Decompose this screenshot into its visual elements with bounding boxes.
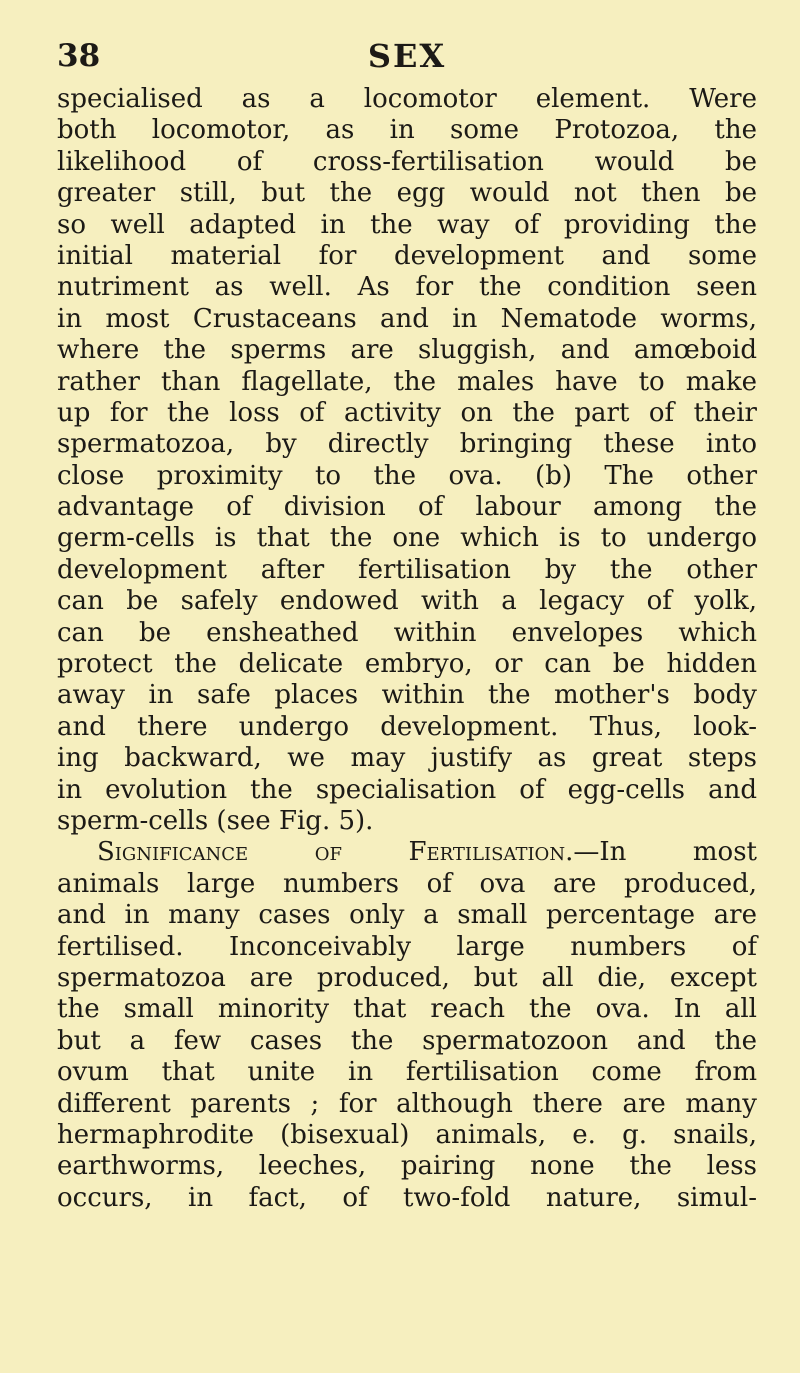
text-line: where the sperms are sluggish, and amœboid [57, 335, 757, 366]
text-line: the small minority that reach the ova. In all [57, 994, 757, 1025]
text-line: ovum that unite in fertilisation come from [57, 1057, 757, 1088]
text-line: spermatozoa, by directly bringing these into [57, 429, 757, 460]
text-line: development after fertilisation by the other [57, 554, 757, 585]
text-line: but a few cases the spermatozoon and the [57, 1025, 757, 1056]
running-title: SEX [367, 37, 447, 75]
text-line: specialised as a locomotor element. Were [57, 84, 757, 114]
text-line: initial material for development and some [57, 240, 757, 271]
text-line: so well adapted in the way of providing the [57, 209, 757, 240]
text-line: earthworms, leeches, pairing none the less [57, 1151, 757, 1182]
text-line: different parents ; for although there are many [57, 1088, 757, 1119]
text-line: both locomotor, as in some Protozoa, the [57, 115, 757, 146]
text-line: and in many cases only a small percentage are [57, 900, 757, 931]
text-line: occurs, in fact, of two-fold nature, simul- [57, 1182, 757, 1213]
body-text [57, 84, 757, 1214]
text-line: advantage of division of labour among the [57, 492, 757, 523]
section-heading-rest: —In most [573, 837, 757, 868]
text-line: away in safe places within the mother's body [57, 680, 757, 711]
text-line: likelihood of cross-fertilisation would be [57, 146, 757, 177]
section-heading: Significance of Fertilisation. [97, 837, 574, 868]
text-line: protect the delicate embryo, or can be hidden [57, 649, 757, 680]
text-line: can be ensheathed within envelopes which [57, 617, 757, 648]
text-line: in evolution the specialisation of egg-cells and [57, 774, 757, 805]
text-line: greater still, but the egg would not then be [57, 178, 757, 209]
text-line: animals large numbers of ova are produced, [57, 868, 757, 899]
text-line: up for the loss of activity on the part of their [57, 397, 757, 428]
text-line: fertilised. Inconceivably large numbers of [57, 931, 757, 962]
page-header [57, 36, 757, 86]
text-line: close proximity to the ova. (b) The other [57, 460, 757, 491]
text-line: ing backward, we may justify as great steps [57, 743, 757, 774]
text-line: spermatozoa are produced, but all die, except [57, 962, 757, 993]
text-line: can be safely endowed with a legacy of yolk, [57, 586, 757, 617]
text-line: in most Crustaceans and in Nematode worms, [57, 303, 757, 334]
text-line: germ-cells is that the one which is to undergo [57, 523, 757, 554]
text-line: and there undergo development. Thus, look- [57, 711, 757, 742]
section-heading-line [57, 837, 757, 868]
text-line: nutriment as well. As for the condition seen [57, 272, 757, 303]
text-line: hermaphrodite (bisexual) animals, e. g. snails, [57, 1119, 757, 1150]
text-line: sperm-cells (see Fig. 5). [57, 805, 374, 836]
text-line: rather than flagellate, the males have to make [57, 366, 757, 397]
page-number: 38 [57, 38, 101, 74]
